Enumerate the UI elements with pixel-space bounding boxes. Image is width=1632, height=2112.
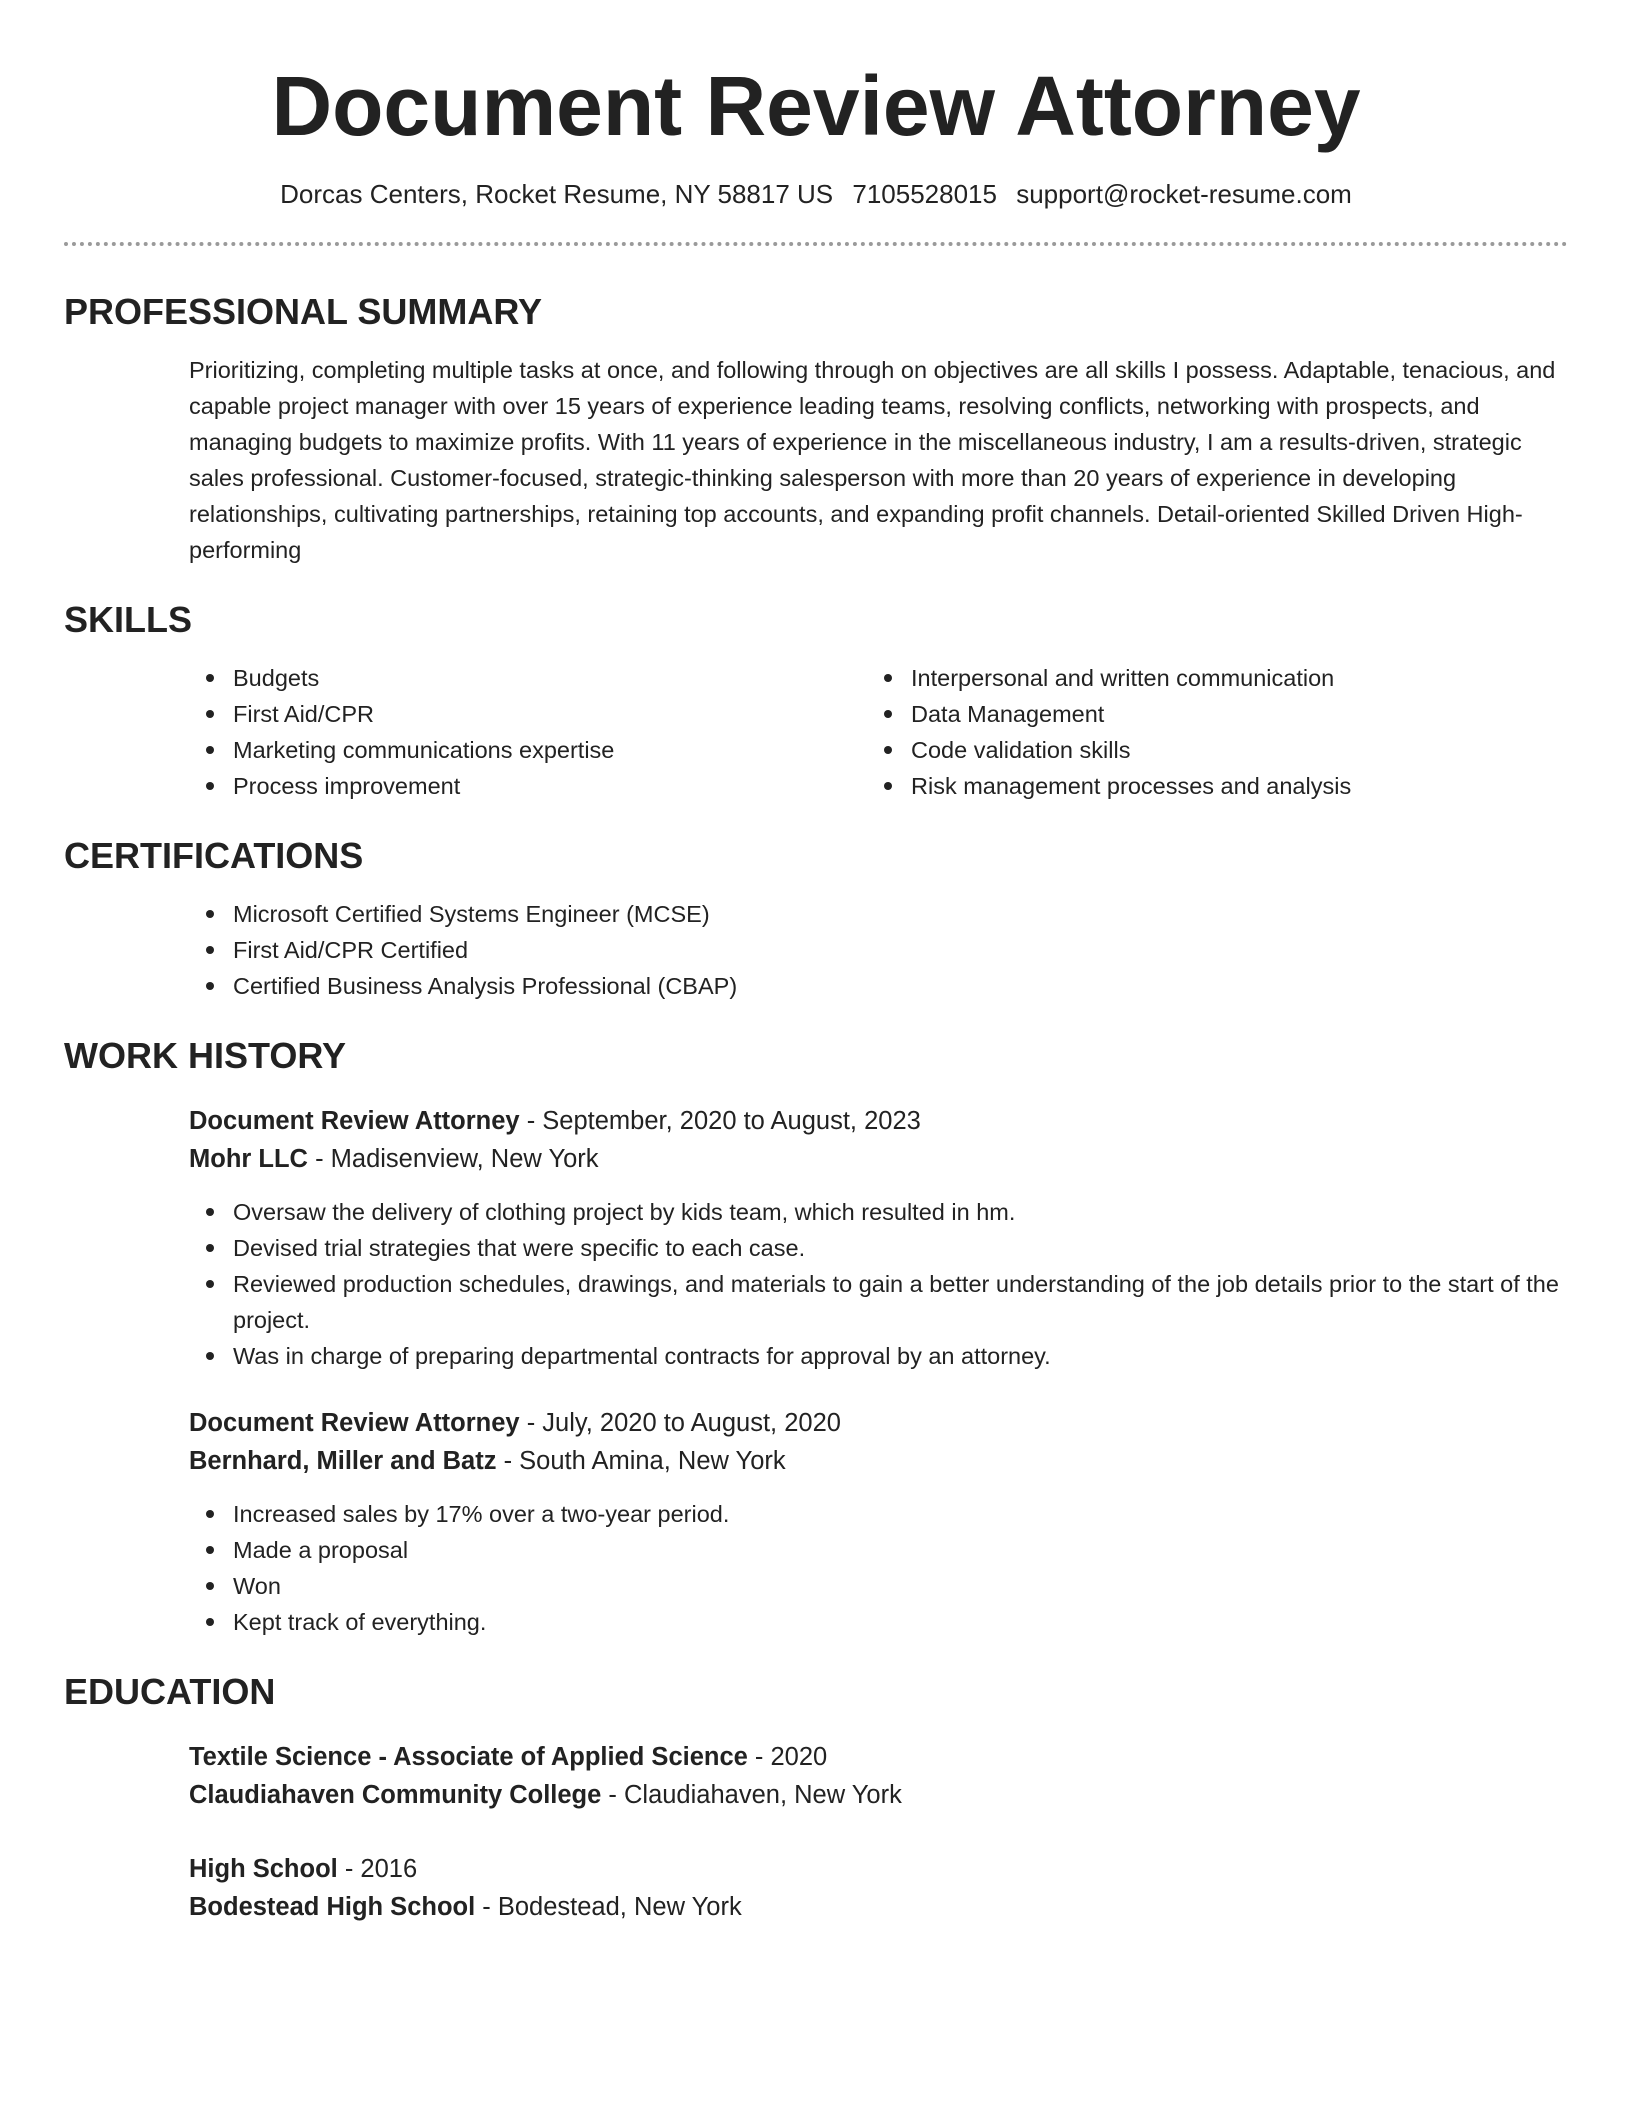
list-item: Won — [189, 1568, 1562, 1604]
list-item: Certified Business Analysis Professional (CBAP) — [189, 968, 1562, 1004]
list-item: Code validation skills — [867, 732, 1545, 768]
list-item: First Aid/CPR Certified — [189, 932, 1562, 968]
header-divider — [64, 242, 1568, 246]
education-entry — [189, 1738, 1562, 1814]
contact-line — [64, 176, 1568, 212]
job-entry — [189, 1102, 1562, 1374]
list-item: Kept track of everything. — [189, 1604, 1562, 1640]
list-item: Process improvement — [189, 768, 867, 804]
list-item: Budgets — [189, 660, 867, 696]
list-item: Devised trial strategies that were specific to each case. — [189, 1230, 1562, 1266]
education-section — [64, 1670, 1568, 1926]
certifications-list — [189, 896, 1562, 1004]
list-item: Oversaw the delivery of clothing project by kids team, which resulted in hm. — [189, 1194, 1562, 1230]
contact-email: support@rocket-resume.com — [1016, 179, 1352, 209]
skills-title: SKILLS — [64, 599, 193, 640]
work-history-section — [64, 1034, 1568, 1640]
education-school: Claudiahaven Community College — [189, 1781, 602, 1809]
skills-left-list — [189, 660, 867, 804]
job-title-line — [189, 1102, 1562, 1140]
list-item: Interpersonal and written communication — [867, 660, 1545, 696]
job-role: Document Review Attorney — [189, 1107, 520, 1135]
education-school-line — [189, 1888, 1562, 1926]
job-company-line — [189, 1442, 1562, 1480]
education-degree: High School — [189, 1855, 338, 1883]
job-title-line — [189, 1404, 1562, 1442]
job-bullets — [189, 1194, 1562, 1374]
job-bullets — [189, 1496, 1562, 1640]
education-school-line — [189, 1776, 1562, 1814]
job-dates: - July, 2020 to August, 2020 — [519, 1409, 841, 1437]
education-entry — [189, 1850, 1562, 1926]
job-company: Bernhard, Miller and Batz — [189, 1447, 497, 1475]
list-item: Increased sales by 17% over a two-year period. — [189, 1496, 1562, 1532]
skills-section — [64, 598, 1568, 804]
education-school: Bodestead High School — [189, 1893, 476, 1921]
job-role: Document Review Attorney — [189, 1409, 520, 1437]
list-item: Reviewed production schedules, drawings, and materials to gain a better understanding of the job details prior to the start of the project. — [189, 1266, 1562, 1338]
education-year: - 2016 — [337, 1855, 418, 1883]
candidate-name: Document Review Attorney — [271, 59, 1361, 153]
education-location: - Bodestead, New York — [475, 1893, 742, 1921]
education-degree: Textile Science - Associate of Applied Science — [189, 1743, 748, 1771]
education-location: - Claudiahaven, New York — [601, 1781, 902, 1809]
list-item: Was in charge of preparing departmental contracts for approval by an attorney. — [189, 1338, 1562, 1374]
job-dates: - September, 2020 to August, 2023 — [519, 1107, 921, 1135]
job-entry — [189, 1404, 1562, 1640]
summary-title: PROFESSIONAL SUMMARY — [64, 291, 543, 332]
list-item: Risk management processes and analysis — [867, 768, 1545, 804]
job-company-line — [189, 1140, 1562, 1178]
list-item: Data Management — [867, 696, 1545, 732]
list-item: Marketing communications expertise — [189, 732, 867, 768]
list-item: Made a proposal — [189, 1532, 1562, 1568]
summary-section — [64, 290, 1568, 568]
job-location: - South Amina, New York — [496, 1447, 786, 1475]
contact-phone: 7105528015 — [852, 179, 997, 209]
skills-right-list — [867, 660, 1545, 804]
job-location: - Madisenview, New York — [307, 1145, 599, 1173]
skills-grid — [189, 660, 1562, 804]
list-item: First Aid/CPR — [189, 696, 867, 732]
education-title: EDUCATION — [64, 1671, 276, 1712]
work-history-title: WORK HISTORY — [64, 1035, 347, 1076]
summary-text: Prioritizing, completing multiple tasks at once, and following through on objectives are all skills I possess. Adaptable, tenacious, and capable project manager with over 15 years of experience leading teams, resolving conflicts, networking with prospects, and managing budgets to maximize profits. With 11 years of experience in the miscellaneous industry, I am a results-driven, strategic sales professional. Customer-focused, strategic-thinking salesperson with more than 20 years of experience in developing relationships, cultivating partnerships, retaining top accounts, and expanding profit channels. Detail-oriented Skilled Driven High-performing — [189, 357, 1556, 563]
education-degree-line — [189, 1850, 1562, 1888]
education-degree-line — [189, 1738, 1562, 1776]
resume-header — [64, 0, 1568, 246]
job-company: Mohr LLC — [189, 1145, 308, 1173]
contact-address: Dorcas Centers, Rocket Resume, NY 58817 US — [280, 179, 834, 209]
list-item: Microsoft Certified Systems Engineer (MCSE) — [189, 896, 1562, 932]
education-year: - 2020 — [747, 1743, 828, 1771]
certifications-title: CERTIFICATIONS — [64, 835, 364, 876]
certifications-section — [64, 834, 1568, 1004]
